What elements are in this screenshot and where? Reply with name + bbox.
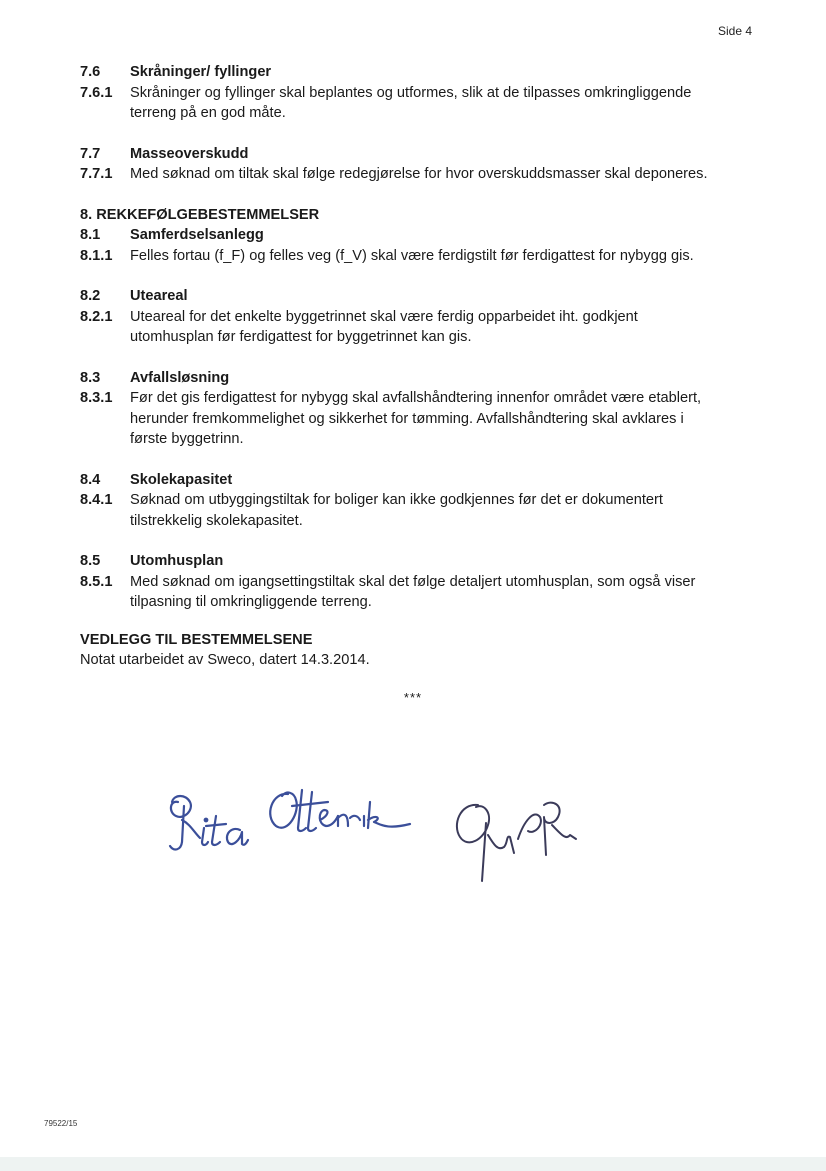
section-number: 7.7 bbox=[80, 145, 101, 162]
document-body bbox=[80, 62, 760, 671]
section-title: Skråninger/ fyllinger bbox=[130, 64, 272, 80]
section-8-2-heading bbox=[80, 286, 760, 307]
signature-rita-ottenrik bbox=[160, 772, 420, 867]
clause-text-line: tilpasning til omkringliggende terreng. bbox=[130, 594, 372, 610]
section-8-3-heading bbox=[80, 368, 760, 389]
section-number: 8.2 bbox=[80, 288, 101, 304]
page-number: Side 4 bbox=[717, 24, 752, 38]
section-title: Avfallsløsning bbox=[130, 369, 230, 386]
clause-number: 8.5.1 bbox=[80, 573, 113, 590]
document-code: 79522/15 bbox=[44, 1119, 78, 1128]
clause-text-line: Skråninger og fyllinger skal beplantes og utformes, slik at de tilpasses omkringliggende bbox=[130, 84, 692, 101]
appendix-title: VEDLEGG TIL BESTEMMELSENE bbox=[80, 631, 313, 648]
clause-text-line: Før det gis ferdigattest for nybygg skal avfallshåndtering innenfor området være etablert, bbox=[130, 390, 702, 406]
section-title: Uteareal bbox=[130, 288, 188, 304]
end-separator: *** bbox=[403, 690, 423, 705]
clause-8-1-1 bbox=[80, 246, 760, 267]
section-title: Utomhusplan bbox=[130, 553, 224, 569]
section-number: 8.5 bbox=[80, 553, 101, 569]
clause-text-line: herunder fremkommelighet og sikkerhet for tømming. Avfallshåndtering skal avklares i bbox=[130, 410, 684, 427]
clause-text-line: Uteareal for det enkelte byggetrinnet skal være ferdig opparbeidet iht. godkjent bbox=[130, 308, 638, 325]
clause-8-3-1 bbox=[80, 388, 760, 450]
section-number: 8.1 bbox=[80, 227, 101, 243]
signature-second bbox=[448, 795, 588, 885]
clause-text-line: Med søknad om tiltak skal følge redegjørelse for hvor overskuddsmasser skal deponeres. bbox=[130, 166, 708, 182]
clause-text-line: Felles fortau (f_F) og felles veg (f_V) skal være ferdigstilt før ferdigattest for nybygg gis. bbox=[130, 247, 694, 264]
section-title: Skolekapasitet bbox=[130, 471, 233, 488]
appendix-text: Notat utarbeidet av Sweco, datert 14.3.2014. bbox=[80, 652, 370, 668]
section-number: 7.6 bbox=[80, 64, 101, 80]
clause-number: 8.2.1 bbox=[80, 308, 113, 325]
clause-text-line: tilstrekkelig skolekapasitet. bbox=[130, 512, 303, 529]
clause-text-line: Med søknad om igangsettingstiltak skal det følge detaljert utomhusplan, som også viser bbox=[130, 573, 696, 590]
clause-number: 8.1.1 bbox=[80, 247, 113, 264]
clause-number: 8.3.1 bbox=[80, 390, 113, 406]
clause-7-6-1 bbox=[80, 83, 760, 124]
scan-edge bbox=[0, 1157, 826, 1171]
clause-number: 7.6.1 bbox=[80, 84, 113, 101]
section-7-6-heading bbox=[80, 62, 760, 83]
clause-text-line: første byggetrinn. bbox=[130, 431, 244, 447]
section-title: Masseoverskudd bbox=[130, 145, 249, 162]
clause-8-5-1 bbox=[80, 572, 760, 613]
clause-8-4-1 bbox=[80, 490, 760, 531]
section-number: 8.4 bbox=[80, 471, 101, 488]
clause-number: 7.7.1 bbox=[80, 166, 113, 182]
section-title: Samferdselsanlegg bbox=[130, 227, 264, 243]
clause-7-7-1 bbox=[80, 164, 760, 185]
section-number: 8.3 bbox=[80, 369, 101, 386]
clause-text-line: Søknad om utbyggingstiltak for boliger kan ikke godkjennes før det er dokumentert bbox=[130, 492, 663, 508]
section-7-7-heading bbox=[80, 144, 760, 165]
clause-text-line: utomhusplan før ferdigattest for byggetrinnet kan gis. bbox=[130, 329, 472, 345]
clause-8-2-1 bbox=[80, 307, 760, 348]
section-8-4-heading bbox=[80, 470, 760, 491]
section-8-5-heading bbox=[80, 551, 760, 572]
clause-text-line: terreng på en god måte. bbox=[130, 105, 286, 121]
clause-number: 8.4.1 bbox=[80, 492, 113, 508]
chapter-8-heading: 8. REKKEFØLGEBESTEMMELSER bbox=[80, 206, 320, 223]
section-8-1-heading bbox=[80, 225, 760, 246]
